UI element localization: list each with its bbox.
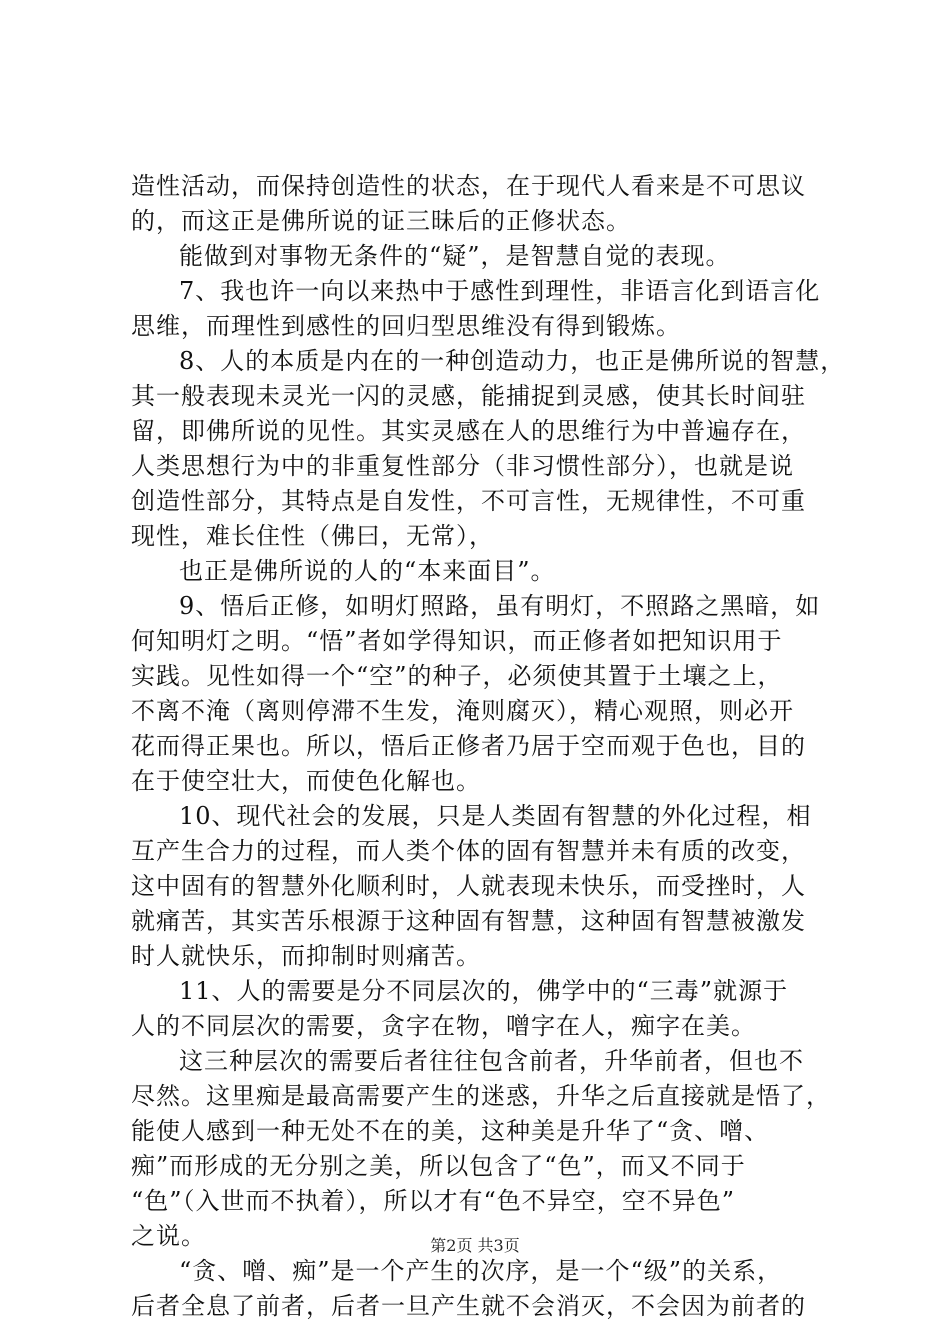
text-line: 这中固有的智慧外化顺利时，人就表现未快乐，而受挫时，人 [131, 872, 806, 900]
text-line: 这三种层次的需要后者往往包含前者，升华前者，但也不 [179, 1047, 804, 1075]
text-line: 就痛苦，其实苦乐根源于这种固有智慧，这种固有智慧被激发 [131, 907, 806, 935]
text-line: 后者全息了前者，后者一旦产生就不会消灭，不会因为前者的 [131, 1292, 806, 1320]
text-line: 痴”而形成的无分别之美，所以包含了“色”，而又不同于 [131, 1152, 746, 1180]
text-line: 何知明灯之明。“悟”者如学得知识，而正修者如把知识用于 [131, 627, 783, 655]
text-line: 之说。 [131, 1222, 206, 1250]
page-number: 第2页 共3页 [430, 1236, 520, 1255]
text-line: 人类思想行为中的非重复性部分（非习惯性部分），也就是说 [131, 452, 794, 480]
text-line: 7、我也许一向以来热中于感性到理性，非语言化到语言化 [179, 277, 821, 305]
text-line: “色”（入世而不执着），所以才有“色不异空，空不异色” [131, 1187, 736, 1215]
text-line: 能做到对事物无条件的“疑”，是智慧自觉的表现。 [179, 242, 731, 270]
text-line: 互产生合力的过程，而人类个体的固有智慧并未有质的改变， [131, 837, 806, 865]
text-line: 其一般表现未灵光一闪的灵感，能捕捉到灵感，使其长时间驻 [131, 382, 806, 410]
text-line: 时人就快乐，而抑制时则痛苦。 [131, 942, 481, 970]
text-line: 创造性部分，其特点是自发性，不可言性，无规律性，不可重 [131, 487, 806, 515]
text-line: “贪、噌、痴”是一个产生的次序，是一个“级”的关系， [179, 1257, 783, 1285]
text-line: 8、人的本质是内在的一种创造动力，也正是佛所说的智慧， [179, 347, 846, 375]
document-body [131, 169, 846, 1324]
text-line: 也正是佛所说的人的“本来面目”。 [179, 557, 556, 585]
text-line: 造性活动，而保持创造性的状态，在于现代人看来是不可思议 [131, 172, 806, 200]
text-line: 花而得正果也。所以，悟后正修者乃居于空而观于色也，目的 [131, 732, 806, 760]
text-line: 尽然。这里痴是最高需要产生的迷惑，升华之后直接就是悟了， [131, 1082, 831, 1110]
text-line: 11、人的需要是分不同层次的，佛学中的“三毒”就源于 [179, 977, 789, 1005]
text-line: 10、现代社会的发展，只是人类固有智慧的外化过程，相 [179, 802, 812, 830]
text-line: 实践。见性如得一个“空”的种子，必须使其置于土壤之上， [131, 662, 783, 690]
text-line: 9、悟后正修，如明灯照路，虽有明灯，不照路之黑暗，如 [179, 592, 821, 620]
text-line: 思维，而理性到感性的回归型思维没有得到锻炼。 [131, 312, 681, 340]
text-line: 现性，难长住性（佛曰，无常）， [131, 522, 494, 550]
text-line: 不离不淹（离则停滞不生发，淹则腐灭），精心观照，则必开 [131, 697, 794, 725]
text-line: 在于使空壮大，而使色化解也。 [131, 767, 481, 795]
text-line: 的，而这正是佛所说的证三昧后的正修状态。 [131, 207, 631, 235]
text-line: 留，即佛所说的见性。其实灵感在人的思维行为中普遍存在， [131, 417, 806, 445]
text-line: 能使人感到一种无处不在的美，这种美是升华了“贪、噌、 [131, 1117, 770, 1145]
text-line: 人的不同层次的需要，贪字在物，噌字在人，痴字在美。 [131, 1012, 756, 1040]
